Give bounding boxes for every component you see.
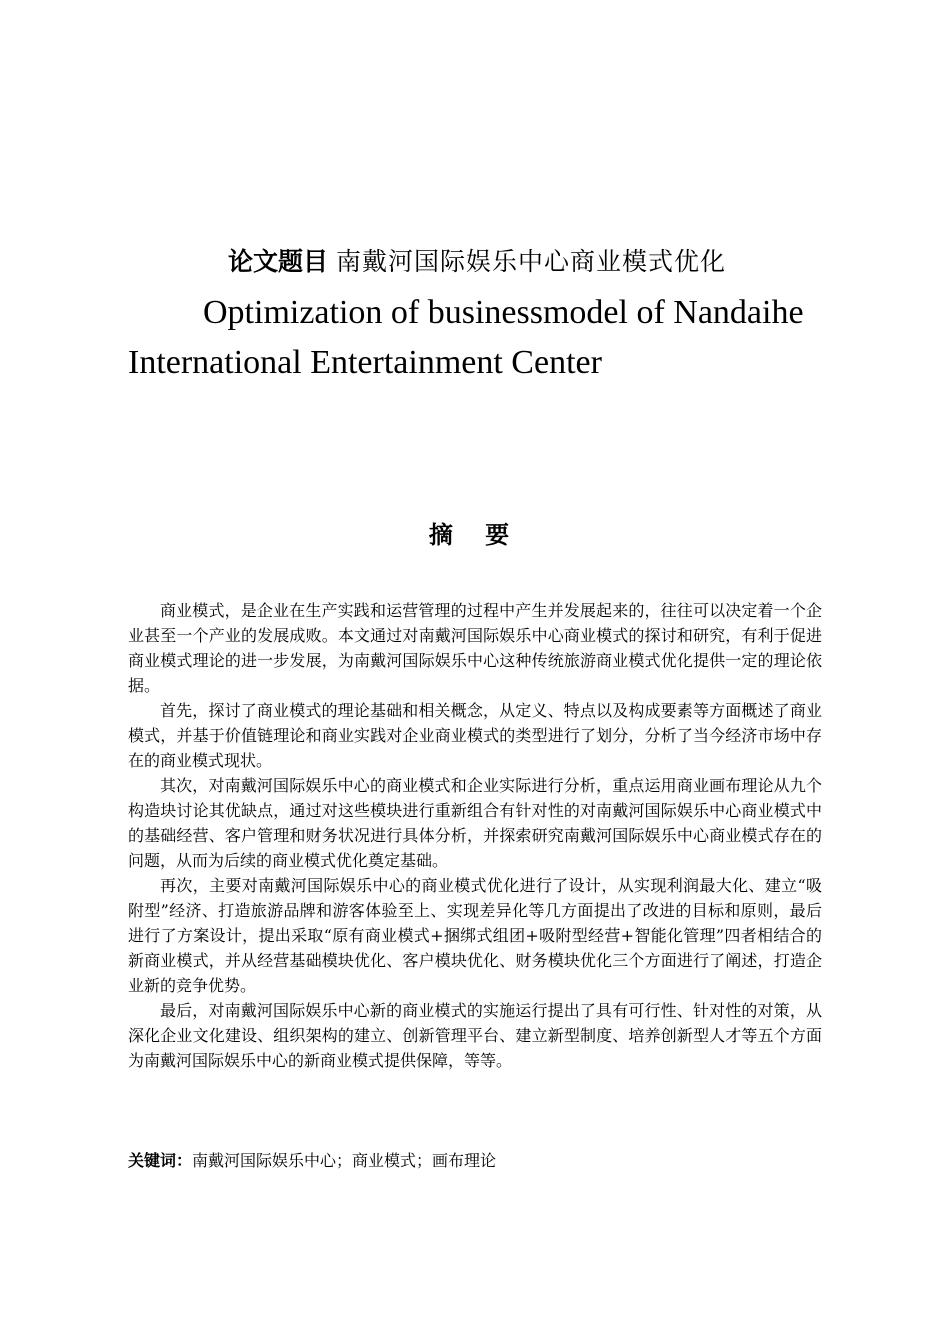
abstract-paragraph: 最后，对南戴河国际娱乐中心新的商业模式的实施运行提出了具有可行性、针对性的对策，从深化企业文化建设、组织架构的建立、创新管理平台、建立新型制度、培养创新型人才等五个方面为南戴河国际娱乐中心的新商业模式提供保障，等等。 — [128, 1001, 822, 1070]
thesis-title-label: 论文题目 — [228, 247, 329, 276]
thesis-title-zh — [228, 244, 726, 280]
abstract-body — [128, 598, 822, 1073]
keywords-value: 南戴河国际娱乐中心；商业模式；画布理论 — [192, 1151, 497, 1170]
abstract-paragraph: 商业模式，是企业在生产实践和运营管理的过程中产生并发展起来的，往往可以决定着一个企业甚至一个产业的发展成败。本文通过对南戴河国际娱乐中心商业模式的探讨和研究，有利于促进商业模式理论的进一步发展，为南戴河国际娱乐中心这种传统旅游商业模式优化提供一定的理论依据。 — [128, 601, 822, 695]
abstract-paragraph: 其次，对南戴河国际娱乐中心的商业模式和企业实际进行分析，重点运用商业画布理论从九个构造块讨论其优缺点，通过对这些模块进行重新组合有针对性的对南戴河国际娱乐中心商业模式中的基础经营、客户管理和财务状况进行具体分析，并探索研究南戴河国际娱乐中心商业模式存在的问题，从而为后续的商业模式优化奠定基础。 — [128, 776, 822, 870]
keywords-line — [128, 1148, 822, 1173]
abstract-paragraph: 首先，探讨了商业模式的理论基础和相关概念，从定义、特点以及构成要素等方面概述了商业模式，并基于价值链理论和商业实践对企业商业模式的类型进行了划分，分析了当今经济市场中存在的商业模式现状。 — [128, 701, 822, 770]
thesis-title-chinese: 南戴河国际娱乐中心商业模式优化 — [335, 247, 726, 276]
keywords-label: 关键词： — [128, 1151, 193, 1170]
abstract-paragraph: 再次，主要对南戴河国际娱乐中心的商业模式优化进行了设计，从实现利润最大化、建立“吸附型”经济、打造旅游品牌和游客体验至上、实现差异化等几方面提出了改进的目标和原则，最后进行了方案设计，提出采取“原有商业模式+捆绑式组团+吸附型经营+智能化管理”四者相结合的新商业模式，并从经营基础模块优化、客户模块优化、财务模块优化三个方面进行了阐述，打造企业新的竞争优势。 — [128, 876, 822, 995]
thesis-title-english: Optimization of businessmodel of Nandaihe International Entertainment Center — [128, 294, 804, 381]
abstract-heading: 摘 要 — [428, 521, 522, 549]
